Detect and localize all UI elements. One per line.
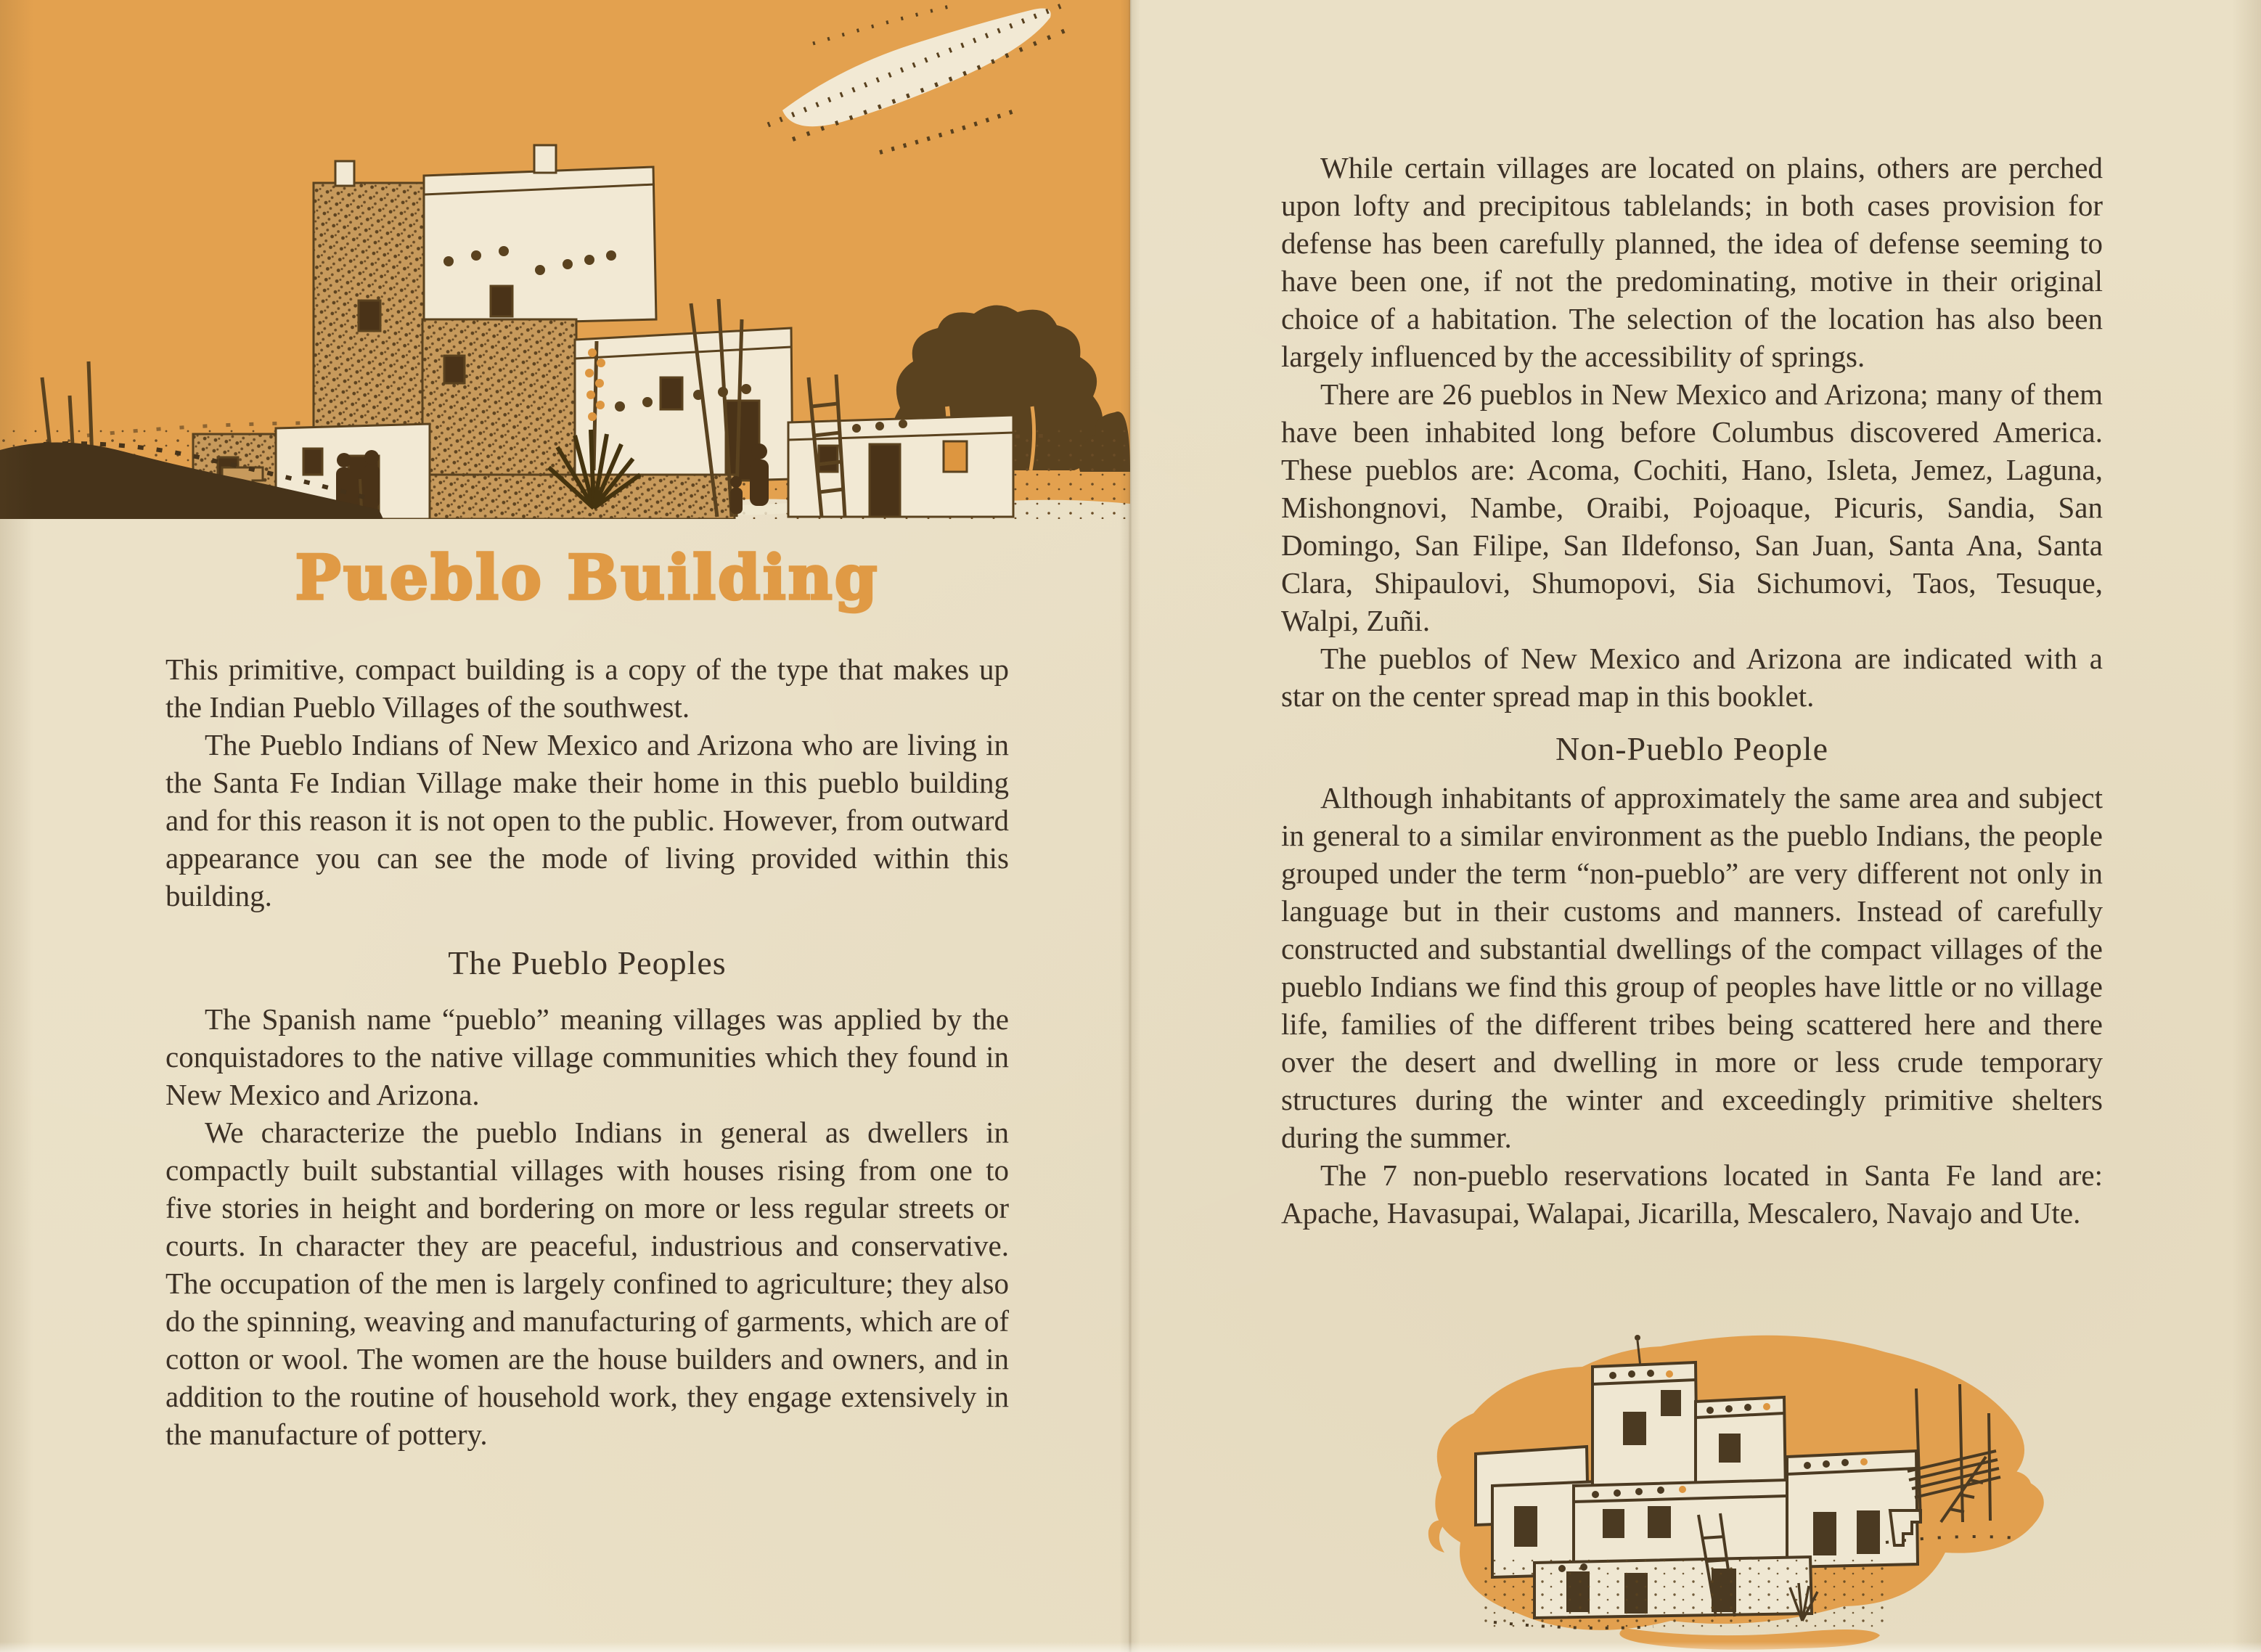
pueblo-village-sketch: [1407, 1303, 2067, 1651]
page-title: Pueblo Building: [295, 541, 880, 613]
right-page: [1131, 0, 2261, 1652]
paragraph-pueblo-1: The Spanish name “pueblo” meaning villages was applied by the conquistadores to the native village communities which they found in New Mexico and Arizona.: [165, 1002, 1009, 1111]
bottom-page-edge: [0, 1642, 2261, 1652]
paragraph-pueblo-list: There are 26 pueblos in New Mexico and Arizona; many of them have been inhabited long before Columbus discovered America. These pueblos are: Acoma, Cochiti, Hano, Isleta, Jemez, Laguna, Mishongnovi, Nambe, Oraibi, Pojoaque, Picuris, Sandia, San Domingo, San Filipe, San Ildefonso, San Juan, Santa Ana, Santa Clara, Shipaulovi, Shumopovi, Sia Sichumovi, Taos, Tesuque, Walpi, Zuñi.: [1281, 377, 2103, 637]
paragraph-map-note: The pueblos of New Mexico and Arizona are indicated with a star on the center spread map in this booklet.: [1281, 642, 2103, 713]
paragraph-intro-1: This primitive, compact building is a copy of the type that makes up the Indian Pueblo Villages of the southwest.: [165, 653, 1009, 724]
right-text-column: [1281, 149, 2103, 1232]
paragraph-non-pueblo-1: Although inhabitants of approximately the same area and subject in general to a similar environment as the pueblo Indians, the people grouped under the term “non-pueblo” are very different not only in language but in their customs and manners. Instead of carefully constructed and substantial dwellings of the compact villages of the pueblo Indians we find this group of peoples have little or no village life, families of the different tribes being scattered here and there over the desert and dwelling in more or less crude temporary structures during the winter and exceedingly primitive shelters during the summer.: [1281, 781, 2103, 1154]
paragraph-non-pueblo-2: The 7 non-pueblo reservations located in Santa Fe land are: Apache, Havasupai, Walapai, Jicarilla, Mescalero, Navajo and Ute.: [1281, 1158, 2103, 1230]
section-heading-pueblo-peoples: The Pueblo Peoples: [448, 944, 727, 981]
section-heading-non-pueblo: Non-Pueblo People: [1555, 730, 1828, 767]
paragraph-pueblo-2: We characterize the pueblo Indians in general as dwellers in compactly built substantial villages with houses rising from one to five stories in height and bordering on more or less regular streets or courts. In character they are peaceful, industrious and conservative. The occupation of the men is largely confined to agriculture; they also do the spinning, weaving and manufacturing of garments, which are of cotton or wool. The women are the house builders and owners, and in addition to the routine of household work, they engage extensively in the manufacture of pottery.: [165, 1116, 1009, 1451]
left-page: [0, 0, 1130, 1652]
paragraph-intro-2: The Pueblo Indians of New Mexico and Arizona who are living in the Santa Fe Indian Village make their home in this pueblo building and for this reason it is not open to the public. However, from outward appearance you can see the mode of living provided within this building.: [165, 728, 1009, 912]
left-page-edge: [0, 0, 33, 1652]
right-page-edge: [2232, 0, 2261, 1652]
paragraph-villages: While certain villages are located on plains, others are perched upon lofty and precipitous tablelands; in both cases provision for defense has been carefully planned, the idea of defense seeming to have been one, if not the predominating, motive in their original choice of a habitation. The selection of the location has also been largely influenced by the accessibility of springs.: [1281, 151, 2103, 373]
pueblo-building-illustration: [0, 0, 1130, 519]
page-fold: [1120, 0, 1140, 1652]
left-text-column: [165, 539, 1009, 1453]
